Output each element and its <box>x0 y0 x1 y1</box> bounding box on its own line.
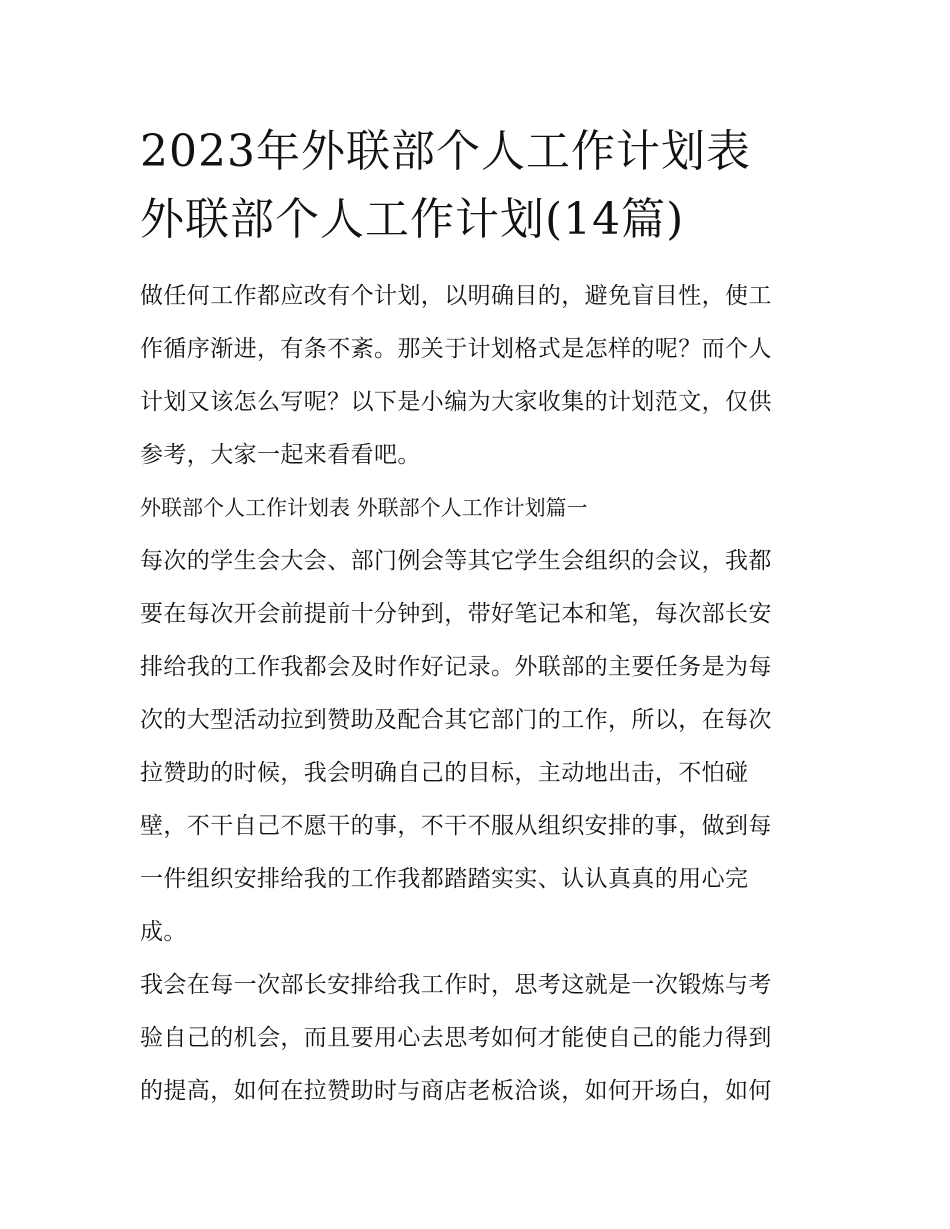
paragraph-line: 排给我的工作我都会及时作好记录。外联部的主要任务是为每 <box>140 654 772 680</box>
intro-line: 参考，大家一起来看看吧。 <box>140 442 421 468</box>
paragraph-line: 壁，不干自己不愿干的事，不干不服从组织安排的事，做到每 <box>140 813 772 839</box>
paragraph-line: 成。 <box>140 919 187 945</box>
paragraph-line: 拉赞助的时候，我会明确自己的目标，主动地出击，不怕碰 <box>140 760 749 786</box>
paragraph-line: 每次的学生会大会、部门例会等其它学生会组织的会议，我都 <box>140 548 772 574</box>
title-line-1: 2023年外联部个人工作计划表 <box>140 126 751 177</box>
title-line-2: 外联部个人工作计划(14篇) <box>140 194 685 245</box>
intro-line: 计划又该怎么写呢？以下是小编为大家收集的计划范文，仅供 <box>140 389 772 415</box>
paragraph-1 <box>140 535 812 959</box>
document-body <box>140 270 812 1118</box>
document-title <box>140 118 812 254</box>
intro-line: 做任何工作都应改有个计划，以明确目的，避免盲目性，使工 <box>140 283 772 309</box>
paragraph-line: 一件组织安排给我的工作我都踏踏实实、认认真真的用心完 <box>140 866 749 892</box>
intro-line: 作循序渐进，有条不紊。那关于计划格式是怎样的呢？而个人 <box>140 336 772 362</box>
intro-paragraph <box>140 270 812 482</box>
section-heading: 外联部个人工作计划表 外联部个人工作计划篇一 <box>140 496 588 520</box>
paragraph-line: 验自己的机会，而且要用心去思考如何才能使自己的能力得到 <box>140 1025 772 1051</box>
paragraph-2 <box>140 959 812 1118</box>
paragraph-line: 次的大型活动拉到赞助及配合其它部门的工作，所以，在每次 <box>140 707 772 733</box>
paragraph-line: 要在每次开会前提前十分钟到，带好笔记本和笔，每次部长安 <box>140 601 772 627</box>
document-page <box>140 118 812 1118</box>
paragraph-line: 的提高，如何在拉赞助时与商店老板洽谈，如何开场白，如何 <box>140 1078 772 1104</box>
paragraph-line: 我会在每一次部长安排给我工作时，思考这就是一次锻炼与考 <box>140 972 772 998</box>
